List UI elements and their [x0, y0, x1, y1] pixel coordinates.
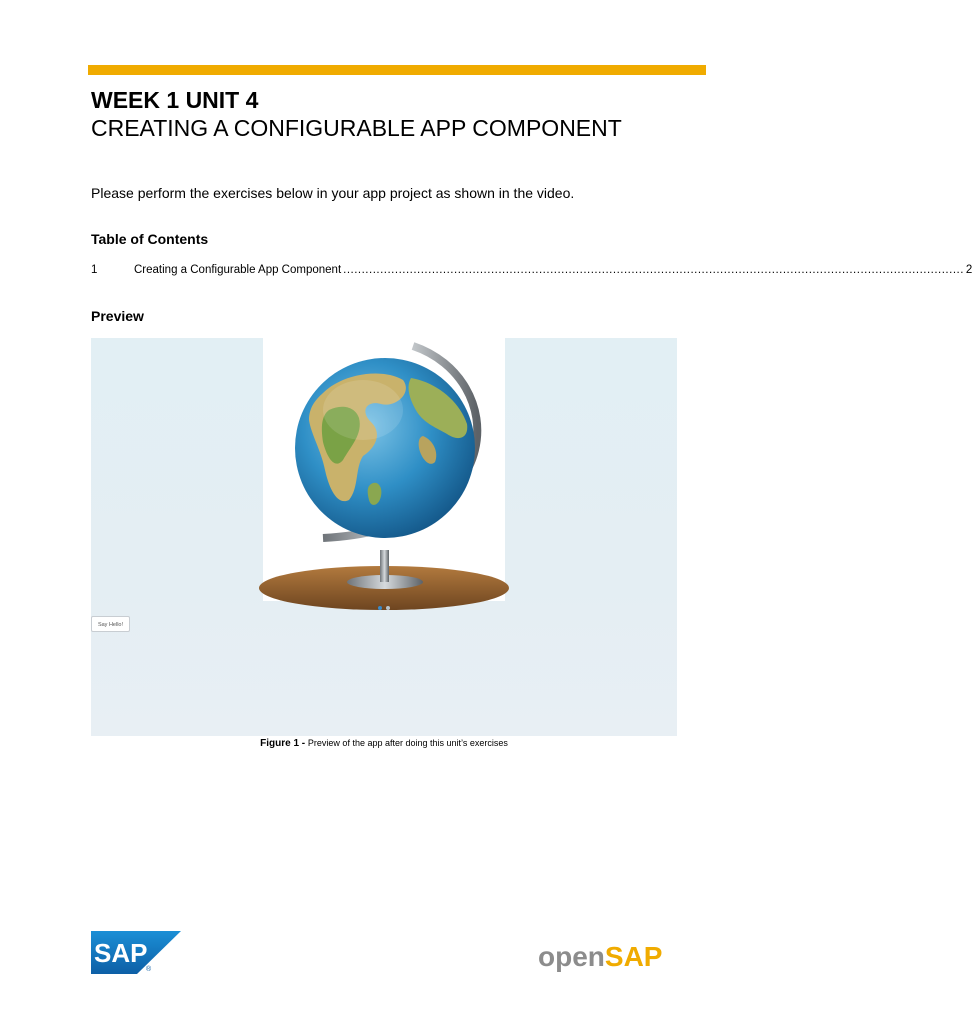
svg-text:®: ® [146, 966, 152, 973]
figure-caption-label: Figure 1 - [260, 738, 306, 749]
globe-image [263, 338, 505, 601]
preview-heading: Preview [91, 308, 144, 324]
sap-logo-mark [91, 931, 181, 974]
opensap-logo-sap: SAP [604, 941, 663, 972]
opensap-logo [538, 939, 662, 975]
sap-logo [91, 931, 181, 974]
app-preview-screenshot [91, 338, 677, 736]
figure-caption-text: Preview of the app after doing this unit’s exercises [307, 738, 508, 748]
globe-illustration [263, 338, 505, 601]
intro-text: Please perform the exercises below in your app project as shown in the video. [91, 185, 575, 201]
carousel-page-indicator [378, 606, 390, 610]
unit-heading: WEEK 1 UNIT 4 [91, 87, 259, 113]
carousel-dot-active[interactable] [378, 606, 382, 610]
toc-entry[interactable] [91, 262, 972, 278]
toc-heading: Table of Contents [91, 231, 209, 247]
toc-leader-dots: ........................................................................................................................................................................ [343, 264, 964, 276]
document-title: CREATING A CONFIGURABLE APP COMPONENT [91, 115, 622, 141]
sap-logo-text: SAP [94, 938, 148, 968]
top-accent-bar [88, 65, 706, 75]
opensap-logo-open: open [538, 941, 605, 972]
say-hello-button[interactable]: Say Hello! [91, 616, 130, 632]
toc-entry-number: 1 [91, 264, 98, 276]
toc-entry-page: 2 [965, 264, 972, 276]
toc-entry-text[interactable]: Creating a Configurable App Component [134, 264, 342, 276]
carousel-dot[interactable] [386, 606, 390, 610]
figure-caption [0, 736, 768, 751]
